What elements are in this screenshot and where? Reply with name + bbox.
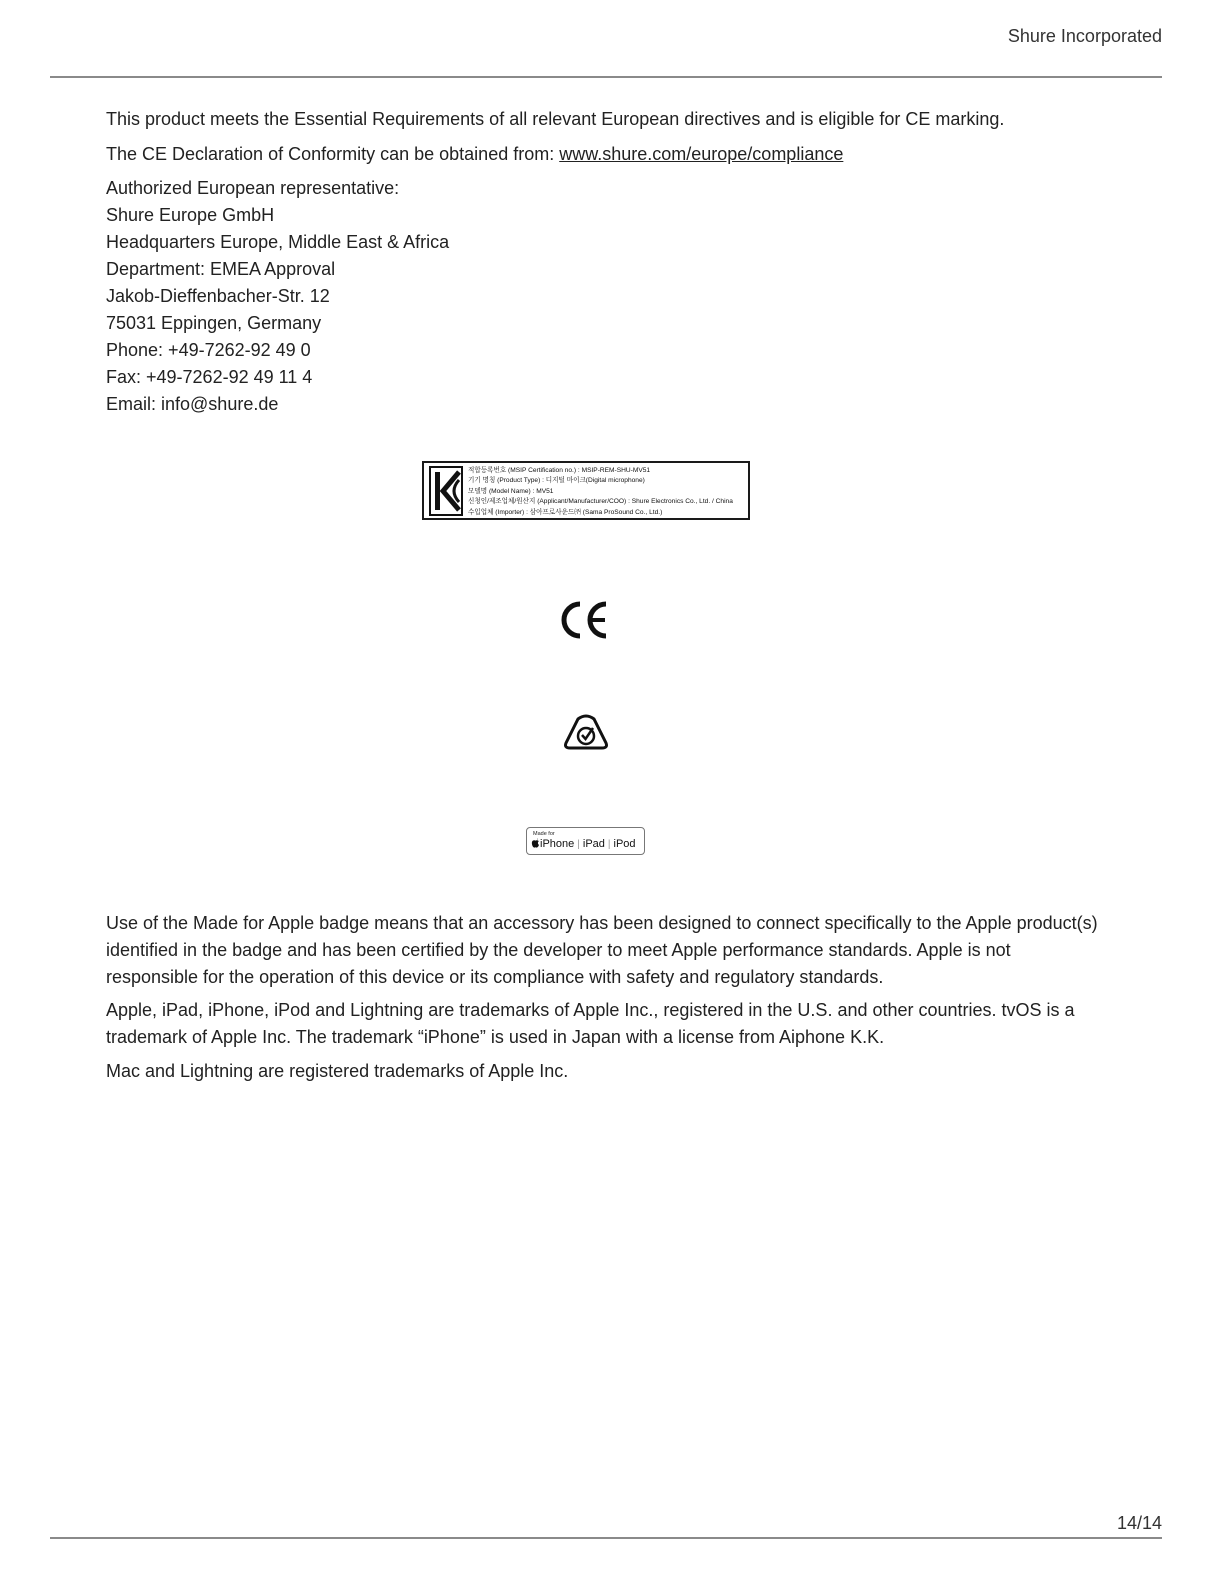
address-line: 75031 Eppingen, Germany <box>106 313 322 333</box>
rcm-mark-icon <box>562 713 610 751</box>
ce-mark-icon <box>560 600 612 640</box>
header-company-name: Shure Incorporated <box>1007 26 1162 46</box>
address-line: Shure Europe GmbH <box>106 205 275 225</box>
kc-line: 적합등록번호 (MSIP Certification no.) : MSIP-REM-SHU-MV51 <box>468 467 651 474</box>
badge-iphone: iPhone <box>540 838 575 850</box>
badge-separator: | <box>577 839 580 850</box>
made-for-apple-badge <box>526 827 645 855</box>
apple-badge-notice: Use of the Made for Apple badge means that an accessory has been designed to connect specifically to the Apple product(s) identified in the badge and has been certified by the developer to meet Apple performance standards. Apple is not responsible for the operation of this device or its compliance with safety and regulatory standards. <box>106 913 1098 987</box>
page-number: 14/14 <box>1116 1513 1162 1533</box>
badge-ipad: iPad <box>582 838 605 850</box>
address-line: Headquarters Europe, Middle East & Africa <box>106 232 450 252</box>
header-divider <box>50 76 1162 78</box>
badge-devices <box>531 838 636 851</box>
ce-statement: This product meets the Essential Requirements of all relevant European directives and is eligible for CE marking. <box>106 109 1005 129</box>
made-for-label: Made for <box>533 831 555 837</box>
mac-lightning-notice: Mac and Lightning are registered trademarks of Apple Inc. <box>106 1061 569 1081</box>
badge-ipod: iPod <box>613 838 636 850</box>
footer-divider <box>50 1537 1162 1539</box>
declaration-paragraph <box>106 141 1106 168</box>
kc-certification-label <box>422 461 750 520</box>
address-line: Department: EMEA Approval <box>106 259 336 279</box>
badge-separator: | <box>607 839 611 850</box>
compliance-link[interactable]: www.shure.com/europe/compliance <box>559 144 844 164</box>
kc-line: 신청인/제조업체/원산지 (Applicant/Manufacturer/COO) : Shure Electronics Co., Ltd. / China <box>468 498 733 506</box>
address-line: Fax: +49-7262-92 49 11 4 <box>106 367 313 387</box>
address-line: Authorized European representative: <box>106 178 400 198</box>
kc-label-text <box>468 466 733 518</box>
kc-line: 기기 명칭 (Product Type) : 디지털 마이크(Digital microphone) <box>468 477 645 485</box>
apple-logo-icon <box>531 838 540 848</box>
apple-trademark-notice: Apple, iPad, iPhone, iPod and Lightning are trademarks of Apple Inc., registered in the U.S. and other countries. tvOS is a trademark of Apple Inc. The trademark “iPhone” is used in Japan with a license from Aiphone K.K. <box>106 1000 1075 1047</box>
address-line: Jakob-Dieffenbacher-Str. 12 <box>106 286 330 306</box>
representative-address <box>106 175 1106 418</box>
kc-line: 모델명 (Model Name) : MV51 <box>468 487 554 495</box>
address-line: Phone: +49-7262-92 49 0 <box>106 340 311 360</box>
kc-line: 수입업체 (Importer) : 삼아프로사운드㈜ (Sama ProSound Co., Ltd.) <box>468 508 663 516</box>
declaration-text: The CE Declaration of Conformity can be obtained from: <box>106 144 560 164</box>
kc-mark-icon <box>429 466 463 516</box>
address-line: Email: info@shure.de <box>106 394 279 414</box>
